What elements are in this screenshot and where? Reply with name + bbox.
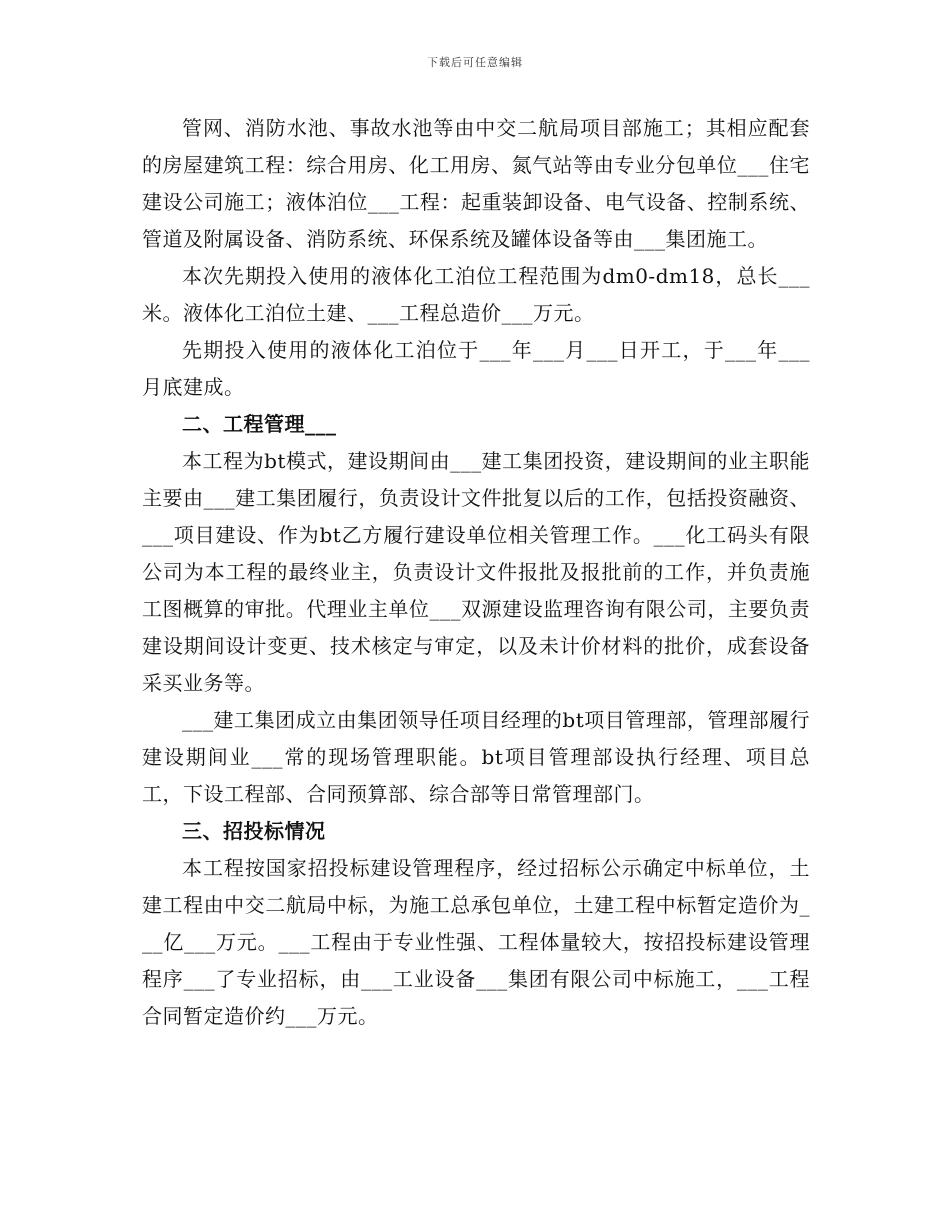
paragraph-subcontract-units: 管网、消防水池、事故水池等由中交二航局项目部施工；其相应配套的房屋建筑工程：综合用房、化工用房、氮气站等由专业分包单位___住宅建设公司施工；液体泊位___工程：起重装卸设备、电气设备、控制系统、管道及附属设备、消防系统、环保系统及罐体设备等由___集团施工。: [142, 116, 810, 251]
paragraph-scope-and-cost: 本次先期投入使用的液体化工泊位工程范围为dm0-dm18，总长___米。液体化工泊位土建、___工程总造价___万元。: [142, 264, 810, 325]
paragraph-bt-mode: 本工程为bt模式，建设期间由___建工集团投资，建设期间的业主职能主要由___建工集团履行，负责设计文件批复以后的工作，包括投资融资、___项目建设、作为bt乙方履行建设单位相关管理工作。___化工码头有限公司为本工程的最终业主，负责设计文件报批及报批前的工作，并负责施工图概算的审批。代理业主单位___双源建设监理咨询有限公司，主要负责建设期间设计变更、技术核定与审定，以及未计价材料的批价，成套设备采买业务等。: [142, 449, 810, 695]
page-header: 下载后可任意编辑: [427, 56, 523, 69]
section-heading-bidding: 三、招投标情况: [182, 819, 326, 843]
document-body: [142, 110, 810, 1035]
paragraph-bidding-details: 本工程按国家招投标建设管理程序，经过招标公示确定中标单位，土建工程由中交二航局中标，为施工总承包单位，土建工程中标暂定造价为___亿___万元。___工程由于专业性强、工程体量较大，按招投标建设管理程序___了专业招标，由___工业设备___集团有限公司中标施工，___工程合同暂定造价约___万元。: [142, 856, 810, 1028]
paragraph-schedule: 先期投入使用的液体化工泊位于___年___月___日开工，于___年___月底建成。: [142, 338, 810, 399]
paragraph-project-department: ___建工集团成立由集团领导任项目经理的bt项目管理部，管理部履行建设期间业___常的现场管理职能。bt项目管理部设执行经理、项目总工，下设工程部、合同预算部、综合部等日常管理部门。: [142, 708, 810, 806]
section-heading-project-management: 二、工程管理___: [182, 412, 337, 436]
